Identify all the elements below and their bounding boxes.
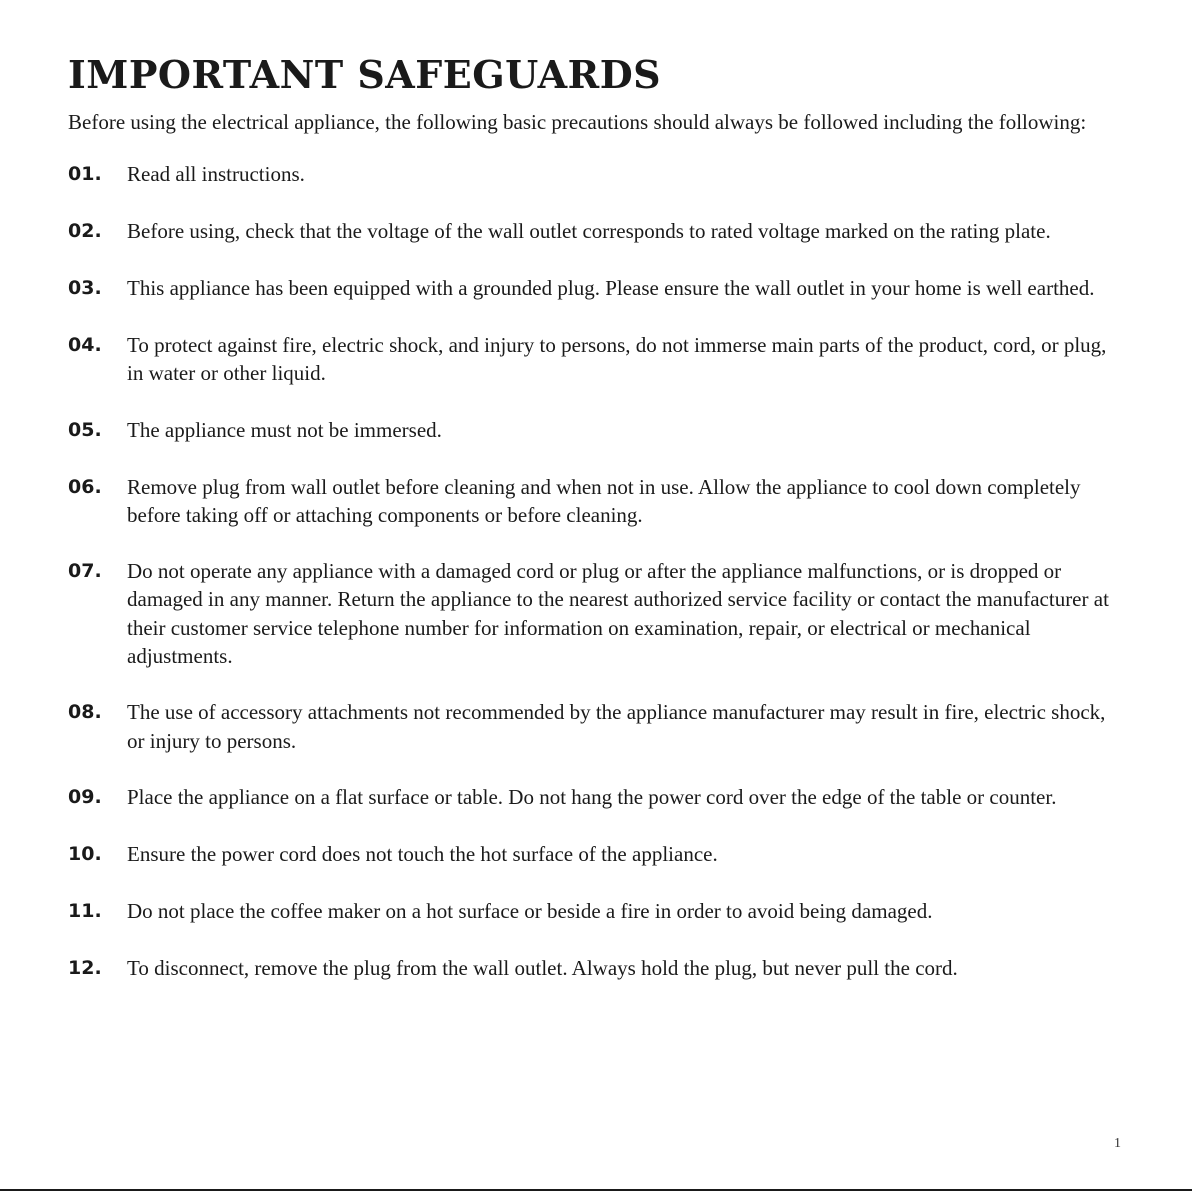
item-number: 05.	[68, 418, 102, 441]
safeguards-page	[68, 52, 1124, 1011]
item-number: 06.	[68, 475, 102, 498]
intro-paragraph: Before using the electrical appliance, the following basic precautions should always be followed including the following:	[68, 110, 1087, 134]
list-item	[68, 897, 1124, 926]
list-item	[68, 416, 1124, 445]
item-number: 09.	[68, 785, 102, 808]
list-item	[68, 783, 1124, 812]
list-item	[68, 160, 1124, 189]
item-text: This appliance has been equipped with a grounded plug. Please ensure the wall outlet in your home is well earthed.	[127, 276, 1095, 300]
item-text: Do not operate any appliance with a damaged cord or plug or after the appliance malfunctions, or is dropped or damaged in any manner. Return the appliance to the nearest authorized service facility or contact the manufacturer at their customer service telephone number for information on examination, repair, or electrical or mechanical adjustments.	[127, 559, 1109, 669]
list-item	[68, 557, 1124, 670]
list-item	[68, 698, 1124, 755]
list-item	[68, 473, 1124, 530]
item-text: To protect against fire, electric shock, and injury to persons, do not immerse main parts of the product, cord, or plug, in water or other liquid.	[127, 333, 1107, 386]
list-item	[68, 217, 1124, 246]
item-text: To disconnect, remove the plug from the wall outlet. Always hold the plug, but never pull the cord.	[127, 955, 958, 980]
item-number: 04.	[68, 334, 102, 356]
item-number: 12.	[68, 956, 102, 979]
item-text: Read all instructions.	[127, 162, 305, 186]
bottom-divider	[0, 1189, 1192, 1191]
item-text: Before using, check that the voltage of the wall outlet corresponds to rated voltage marked on the rating plate.	[127, 219, 1051, 243]
list-item	[68, 954, 1124, 983]
list-item	[68, 331, 1124, 388]
page-title: IMPORTANT SAFEGUARDS	[68, 52, 662, 97]
list-item	[68, 274, 1124, 303]
safeguards-list	[68, 160, 1124, 983]
item-text: Ensure the power cord does not touch the hot surface of the appliance.	[127, 841, 718, 866]
item-text: The use of accessory attachments not recommended by the appliance manufacturer may result in fire, electric shock, or injury to persons.	[127, 700, 1106, 753]
item-number: 08.	[68, 701, 102, 724]
item-number: 10.	[68, 842, 102, 865]
item-number: 01.	[68, 163, 102, 185]
page-number: 1	[1114, 1136, 1121, 1151]
item-number: 02.	[68, 220, 102, 242]
item-text: The appliance must not be immersed.	[127, 417, 442, 442]
item-text: Do not place the coffee maker on a hot surface or beside a fire in order to avoid being damaged.	[127, 898, 933, 923]
item-number: 07.	[68, 560, 102, 583]
list-item	[68, 840, 1124, 869]
item-number: 11.	[68, 899, 102, 922]
item-number: 03.	[68, 277, 102, 299]
item-text: Remove plug from wall outlet before cleaning and when not in use. Allow the appliance to cool down completely before taking off or attaching components or before cleaning.	[127, 474, 1081, 527]
item-text: Place the appliance on a flat surface or table. Do not hang the power cord over the edge of the table or counter.	[127, 784, 1057, 809]
